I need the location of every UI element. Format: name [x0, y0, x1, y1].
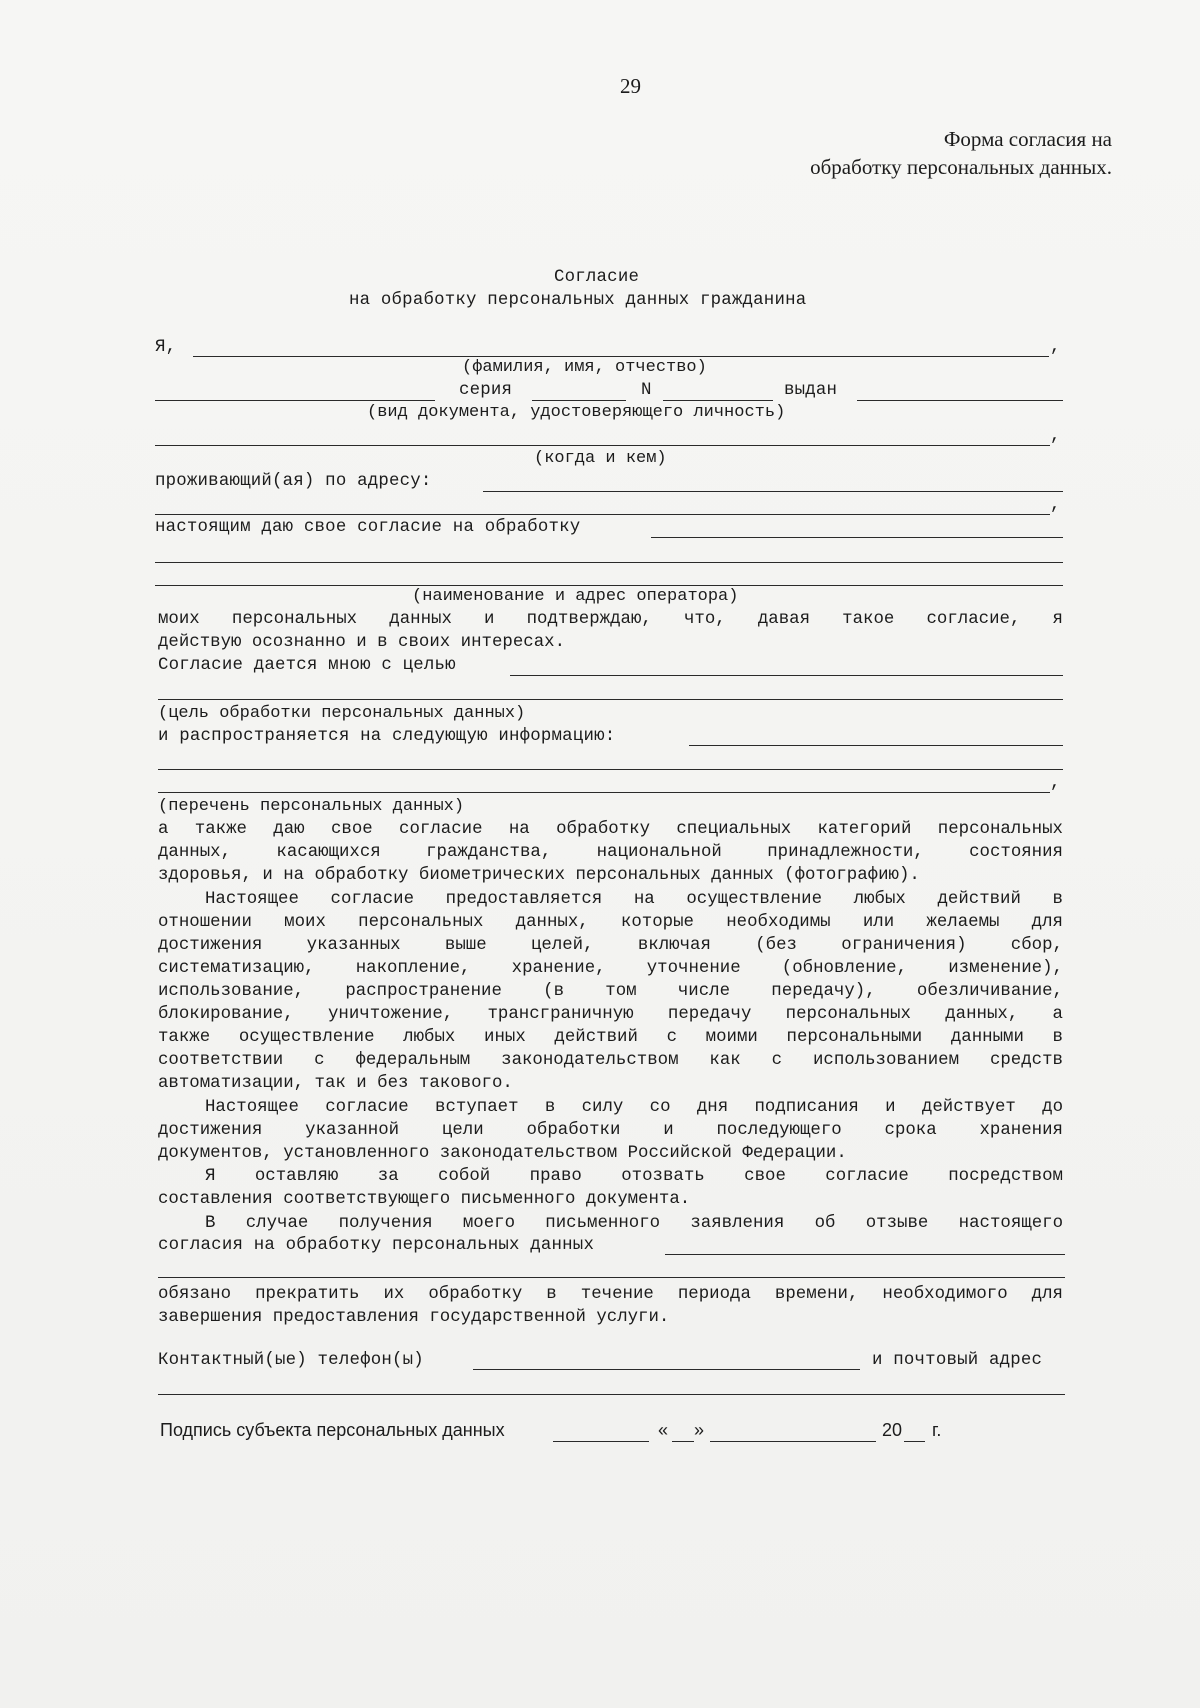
paragraph-actions-line-2: отношении моих персональных данных, которые необходимы или желаемы для [158, 913, 1063, 932]
caption-when: (когда и кем) [534, 449, 667, 468]
caption-doc: (вид документа, удостоверяющего личность) [367, 403, 786, 422]
comma: , [1050, 774, 1061, 793]
operator-field-line-3[interactable] [155, 585, 1063, 586]
paragraph-term-line-1: Настоящее согласие вступает в силу со дня подписания и действует до [205, 1098, 1063, 1117]
comma: , [1050, 338, 1061, 357]
address-field-line-2[interactable] [155, 514, 1050, 515]
label-purpose: Согласие дается мною с целью [158, 656, 456, 675]
paragraph-special-line-3: здоровья, и на обработку биометрических персональных данных (фотографию). [158, 866, 920, 885]
doc-series-field-line[interactable] [532, 400, 626, 401]
date-close-quote: » [694, 1420, 705, 1440]
postal-address-field-line[interactable] [158, 1394, 1065, 1395]
date-open-quote: « [658, 1420, 669, 1440]
paragraph-actions-line-5: использование, распространение (в том числе передачу), обезличивание, [158, 982, 1063, 1001]
label-postal: и почтовый адрес [872, 1351, 1043, 1370]
label-series: серия [459, 381, 513, 400]
info-field-line-1[interactable] [689, 745, 1063, 746]
year-field-line[interactable] [904, 1441, 925, 1442]
revoke-recipient-field-line-2[interactable] [158, 1277, 1065, 1278]
month-field-line[interactable] [710, 1441, 876, 1442]
form-title-line-2: обработку персональных данных. [810, 155, 1112, 179]
info-field-line-3[interactable] [158, 792, 1050, 793]
page-number: 29 [620, 74, 641, 98]
label-number: N [641, 381, 652, 400]
issued-field-line[interactable] [857, 400, 1063, 401]
year-prefix: 20 [882, 1420, 903, 1440]
paragraph-term-line-2: достижения указанной цели обработки и последующего срока хранения [158, 1121, 1063, 1140]
label-consent: настоящим даю свое согласие на обработку [155, 518, 581, 537]
fio-field-line[interactable] [193, 356, 1049, 357]
day-field-line[interactable] [672, 1441, 694, 1442]
paragraph-revoke-line-1: Я оставляю за собой право отозвать свое согласие посредством [205, 1167, 1063, 1186]
paragraph-actions-line-1: Настоящее согласие предоставляется на осуществление любых действий в [205, 890, 1063, 909]
paragraph-confirm-line-1: моих персональных данных и подтверждаю, что, давая такое согласие, я [158, 610, 1063, 629]
label-contacts: Контактный(ые) телефон(ы) [158, 1351, 424, 1370]
label-ya: Я, [155, 338, 177, 357]
purpose-field-line-2[interactable] [158, 699, 1063, 700]
form-title-line-1: Форма согласия на [943, 127, 1112, 151]
comma: , [1050, 496, 1061, 515]
year-suffix: г. [932, 1420, 942, 1440]
paragraph-actions-line-7: также осуществление любых иных действий с моими персональными данными в [158, 1028, 1063, 1047]
paragraph-term-line-3: документов, установленного законодательством Российской Федерации. [158, 1144, 847, 1163]
paragraph-case-line-2: согласия на обработку персональных данных [158, 1236, 595, 1255]
paragraph-actions-line-4: систематизацию, накопление, хранение, уточнение (обновление, изменение), [158, 959, 1063, 978]
caption-operator: (наименование и адрес оператора) [412, 587, 739, 606]
paragraph-special-line-2: данных, касающихся гражданства, национальной принадлежности, состояния [158, 843, 1063, 862]
paragraph-special-line-1: а также даю свое согласие на обработку специальных категорий персональных [158, 820, 1063, 839]
paragraph-case-line-1: В случае получения моего письменного заявления об отзыве настоящего [205, 1214, 1063, 1233]
address-field-line-1[interactable] [483, 491, 1063, 492]
paragraph-revoke-line-2: составления соответствующего письменного документа. [158, 1190, 691, 1209]
signature-field-line[interactable] [553, 1441, 649, 1442]
info-field-line-2[interactable] [158, 769, 1063, 770]
document-subtitle: на обработку персональных данных гражданина [349, 291, 807, 310]
caption-list: (перечень персональных данных) [158, 797, 465, 816]
issued-when-field-line[interactable] [155, 445, 1050, 446]
label-info: и распространяется на следующую информацию: [158, 727, 616, 746]
doc-number-field-line[interactable] [663, 400, 773, 401]
paragraph-obliged-line-2: завершения предоставления государственной услуги. [158, 1308, 670, 1327]
label-address: проживающий(ая) по адресу: [155, 472, 432, 491]
paragraph-actions-line-8: соответствии с федеральным законодательством как с использованием средств [158, 1051, 1063, 1070]
purpose-field-line-1[interactable] [510, 675, 1063, 676]
caption-purpose: (цель обработки персональных данных) [158, 704, 526, 723]
operator-field-line-2[interactable] [155, 562, 1063, 563]
document-title: Согласие [554, 268, 640, 287]
caption-fio: (фамилия, имя, отчество) [462, 358, 707, 377]
phone-field-line[interactable] [473, 1369, 860, 1370]
label-issued: выдан [784, 381, 838, 400]
operator-field-line-1[interactable] [651, 537, 1063, 538]
paragraph-confirm-line-2: действую осознанно и в своих интересах. [158, 633, 566, 652]
doc-type-field-line[interactable] [155, 400, 435, 401]
signature-label: Подпись субъекта персональных данных [160, 1420, 505, 1440]
paragraph-actions-line-6: блокирование, уничтожение, трансграничную передачу персональных данных, а [158, 1005, 1063, 1024]
paragraph-obliged-line-1: обязано прекратить их обработку в течение периода времени, необходимого для [158, 1285, 1063, 1304]
revoke-recipient-field-line-1[interactable] [665, 1254, 1065, 1255]
paragraph-actions-line-3: достижения указанных выше целей, включая (без ограничения) сбор, [158, 936, 1063, 955]
comma: , [1050, 427, 1061, 446]
paragraph-actions-line-9: автоматизации, так и без такового. [158, 1074, 513, 1093]
